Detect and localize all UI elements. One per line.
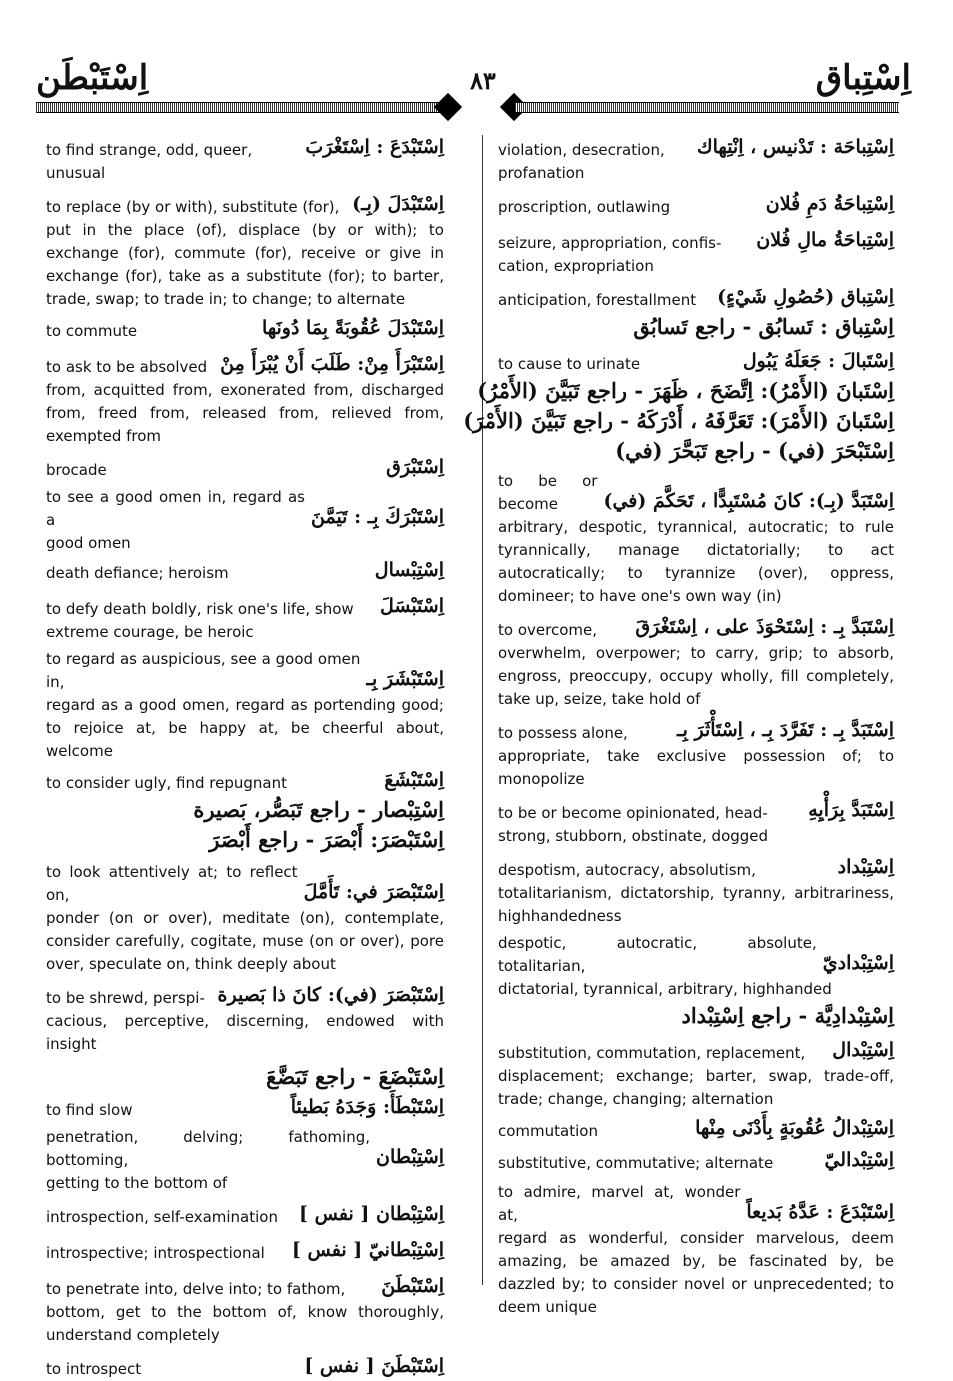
arabic-headword: اِسْتَبْطَأَ: وَجَدَهُ بَطيئاً <box>290 1096 444 1118</box>
dictionary-entry <box>498 1035 894 1111</box>
entry-head <box>46 861 444 907</box>
arabic-headword: اِسْتَبالَ : جَعَلَهُ يَبُول <box>742 350 894 372</box>
english-definition: substitutive, commutative; alternate <box>498 1154 774 1172</box>
definition-continuation: unusual <box>46 164 106 182</box>
entry-head <box>498 1035 894 1065</box>
dictionary-entry <box>498 436 894 466</box>
arabic-headword: اِسْتَبَدَّ بِـ : تَفَرَّدَ بِـ ، اِسْتَأْثَرَ بِـ <box>677 719 894 741</box>
dictionary-entry <box>46 452 444 482</box>
right-column <box>463 132 894 1319</box>
entry-head <box>498 1113 894 1143</box>
dictionary-entry <box>46 980 444 1056</box>
header-rule-left <box>36 102 442 113</box>
english-definition: penetration, delving; fathoming, bottoming, <box>46 1128 370 1169</box>
definition-continuation: dictatorial, tyrannical, arbitrary, highhanded <box>498 980 832 998</box>
english-definition: brocade <box>46 461 107 479</box>
entry-head <box>498 282 894 312</box>
dictionary-entry <box>46 1235 444 1265</box>
english-definition: to be shrewd, perspi- <box>46 989 205 1007</box>
english-definition: to be or become opinionated, head- <box>498 804 768 822</box>
entry-head <box>46 132 444 162</box>
dictionary-entry <box>46 1351 444 1381</box>
entry-head <box>498 189 894 219</box>
entry-head <box>498 715 894 745</box>
definition-continuation: appropriate, take exclusive possession of; to monopolize <box>498 747 894 788</box>
dictionary-entry <box>498 932 894 1001</box>
english-definition: to find slow <box>46 1101 133 1119</box>
arabic-headword: اِسْتَبْشَرَ بِـ <box>366 668 444 690</box>
entry-head <box>46 189 444 219</box>
english-definition: substitution, commutation, replacement, <box>498 1044 806 1062</box>
entry-head <box>46 486 444 532</box>
definition-continuation: regard as a good omen, regard as portending good; to rejoice at, be happy at, be cheerful about, welcome <box>46 696 444 760</box>
entry-head <box>498 1181 894 1227</box>
definition-continuation: regard as wonderful, consider marvelous, deem amazing, be amazed by, be fascinated by, be dazzled by; to consider novel or unprecedented; to deem unique <box>498 1229 894 1316</box>
definition-continuation: good omen <box>46 534 131 552</box>
entry-head <box>498 1145 894 1175</box>
dictionary-entry <box>498 612 894 711</box>
english-definition: to possess alone, <box>498 724 628 742</box>
english-definition: seizure, appropriation, confis- <box>498 234 722 252</box>
dictionary-entry <box>46 132 444 185</box>
definition-continuation: bottom, get to the bottom of, know thoroughly, understand completely <box>46 1303 444 1344</box>
entry-head <box>477 376 894 406</box>
entry-head <box>46 1235 444 1265</box>
entry-head <box>498 932 894 978</box>
entry-head <box>46 825 444 855</box>
dictionary-entry <box>46 1062 444 1092</box>
english-definition: to cause to urinate <box>498 355 641 373</box>
dictionary-entry <box>498 470 894 608</box>
entry-head <box>498 225 894 255</box>
dictionary-entry <box>46 765 444 795</box>
dictionary-entry <box>46 825 444 855</box>
dictionary-entry <box>46 189 444 311</box>
dictionary-entry <box>498 1181 894 1319</box>
arabic-headword: اِسْتَبَدَّ بِـ : اِسْتَحْوَذَ على ، اِسْتَغْرَقَ <box>635 616 894 638</box>
english-definition: violation, desecration, <box>498 141 665 159</box>
entry-head <box>46 795 444 825</box>
dictionary-entry <box>498 1145 894 1175</box>
entry-head <box>46 349 444 379</box>
english-definition: to defy death boldly, risk one's life, show <box>46 600 354 618</box>
entry-head <box>46 1271 444 1301</box>
definition-continuation: extreme courage, be heroic <box>46 623 254 641</box>
dictionary-entry <box>46 1199 444 1229</box>
english-definition: introspective; introspectional <box>46 1244 265 1262</box>
arabic-headword: اِسْتَبْشَعَ <box>384 769 444 791</box>
entry-head <box>498 1001 894 1031</box>
entry-head <box>498 852 894 882</box>
entry-head <box>46 591 444 621</box>
english-definition: to find strange, odd, queer, <box>46 141 253 159</box>
arabic-headword: اِسْتَبْدَلَ (بِـ) <box>352 193 444 215</box>
definition-continuation: profanation <box>498 164 585 182</box>
entry-head <box>46 1092 444 1122</box>
dictionary-entry <box>498 852 894 928</box>
dictionary-entry <box>498 132 894 185</box>
dictionary-entry <box>498 795 894 848</box>
page-number: ٨٣ <box>470 66 496 95</box>
english-definition: to look attentively at; to reflect on, <box>46 863 298 904</box>
entry-head <box>46 1126 444 1172</box>
dictionary-entry <box>498 346 894 376</box>
english-definition: to ask to be absolved <box>46 358 208 376</box>
english-definition: despotic, autocratic, absolute, totalitarian, <box>498 934 817 975</box>
definition-continuation: strong, stubborn, obstinate, dogged <box>498 827 769 845</box>
entry-head <box>46 1199 444 1229</box>
arabic-headword: اِسْتِباحَةُ مالِ فُلان <box>756 229 894 251</box>
dictionary-entry <box>498 1113 894 1143</box>
dictionary-entry <box>46 1126 444 1195</box>
english-definition: commutation <box>498 1122 598 1140</box>
definition-continuation: arbitrary, despotic, tyrannical, autocratic; to rule tyrannically, manage dictatorially; to act autocratically; to tyrannize (over), oppress, domineer; to have one's own way (in) <box>498 518 894 605</box>
dictionary-entry <box>46 795 444 825</box>
header-diamond-left <box>434 93 462 121</box>
arabic-headword: اِسْتِبْطان <box>376 1146 444 1168</box>
column-divider <box>482 135 483 1285</box>
arabic-headword: اِسْتِباحَة : تَدْنيس ، اِنْتِهاك <box>696 136 894 158</box>
dictionary-entry <box>498 189 894 219</box>
dictionary-entry <box>46 349 444 448</box>
entry-head <box>498 795 894 825</box>
english-definition: to see a good omen in, regard as a <box>46 488 305 529</box>
arabic-headword: اِسْتَبْرَكَ بِـ : تَيَمَّنَ <box>311 506 444 528</box>
dictionary-entry <box>46 591 444 644</box>
arabic-headword: اِسْتِبْدالُ عُقُوبَةٍ بِأَدْنَى مِنْها <box>695 1117 894 1139</box>
english-definition: proscription, outlawing <box>498 198 671 216</box>
definition-continuation: overwhelm, overpower; to carry, grip; to absorb, engross, preoccupy, occupy wholly, fill completely, take up, seize, take hold of <box>498 644 894 708</box>
header-rule-right <box>515 102 899 113</box>
arabic-headword: اِسْتَبْدَلَ عُقُوبَةً بِمَا دُونَها <box>261 317 444 339</box>
arabic-headword: اِسْتِبْداد <box>837 856 894 878</box>
dictionary-entry <box>46 861 444 976</box>
english-definition: death defiance; heroism <box>46 564 229 582</box>
dictionary-entry <box>46 313 444 343</box>
entry-head <box>46 980 444 1010</box>
english-definition: to penetrate into, delve into; to fathom, <box>46 1280 346 1298</box>
entry-head <box>46 765 444 795</box>
arabic-headword: اِسْتِبْطانيّ [ نفس ] <box>291 1239 444 1261</box>
dictionary-entry <box>46 648 444 763</box>
definition-continuation: from, acquitted from, exonerated from, discharged from, freed from, released from, relieved from, exempted from <box>46 381 444 445</box>
left-column <box>46 132 444 1381</box>
entry-head <box>46 648 444 694</box>
arabic-headword: اِسْتَبْسَلَ <box>379 595 444 617</box>
arabic-headword: اِسْتَبانَ (الأَمْرَ): تَعَرَّفَهُ ، أَدْرَكَهُ - راجع تَبَيَّنَ (الأَمْرَ) <box>463 408 894 433</box>
arabic-headword: اِسْتَبْضَعَ - راجع تَبَضَّعَ <box>266 1064 444 1089</box>
english-definition: despotism, autocracy, absolutism, <box>498 861 756 879</box>
english-definition: to replace (by or with), substitute (for), <box>46 198 340 216</box>
left-guide-word: اِسْتَبْطَن <box>36 58 149 98</box>
english-definition: anticipation, forestallment <box>498 291 697 309</box>
arabic-headword: اِسْتِباق (حُصُولِ شَيْءٍ) <box>717 286 894 308</box>
dictionary-entry <box>498 1001 894 1031</box>
entry-head <box>498 132 894 162</box>
english-definition: to admire, marvel at, wonder at, <box>498 1183 741 1224</box>
arabic-headword: اِسْتِباق : تَسابُق - راجع تَسابُق <box>633 314 894 339</box>
arabic-headword: اِسْتَبْحَرَ (في) - راجع تَبَحَّرَ (في) <box>615 438 894 463</box>
english-definition: to overcome, <box>498 621 597 639</box>
entry-head <box>498 312 894 342</box>
arabic-headword: اِسْتِبْصار - راجع تَبَصُّر، بَصيرة <box>193 797 444 822</box>
arabic-headword: اِسْتِباحَةُ دَمِ فُلان <box>765 193 894 215</box>
dictionary-entry <box>463 406 894 436</box>
definition-continuation: getting to the bottom of <box>46 1174 228 1192</box>
arabic-headword: اِسْتَبْدَعَ : عَدَّهُ بَديعاً <box>746 1201 894 1223</box>
dictionary-entry <box>46 555 444 585</box>
arabic-headword: اِسْتَبْطَنَ <box>381 1275 444 1297</box>
arabic-headword: اِسْتَبْرَق <box>386 456 444 478</box>
entry-head <box>46 313 444 343</box>
definition-continuation: ponder (on or over), meditate (on), contemplate, consider carefully, cogitate, muse (on or over), pore over, speculate on, think deeply about <box>46 909 444 973</box>
dictionary-entry <box>477 376 894 406</box>
entry-head <box>46 1062 444 1092</box>
dictionary-entry <box>498 225 894 278</box>
dictionary-entry <box>498 312 894 342</box>
entry-head <box>498 436 894 466</box>
dictionary-entry <box>498 715 894 791</box>
english-definition: introspection, self-examination <box>46 1208 278 1226</box>
arabic-headword: اِسْتَبْدَعَ : اِسْتَغْرَبَ <box>305 136 444 158</box>
definition-continuation: put in the place (of), displace (by or with); to exchange (for), commute (for), receive or give in exchange (for), take as a substitute (for); to barter, trade, swap; to trade in; to change; to alternate <box>46 221 444 308</box>
definition-continuation: displacement; exchange; barter, swap, trade-off, trade; change, changing; alternation <box>498 1067 894 1108</box>
definition-continuation: totalitarianism, dictatorship, tyranny, arbitrariness, highhandedness <box>498 884 894 925</box>
arabic-headword: اِسْتَبْصَرَ في: تَأَمَّلَ <box>303 881 444 903</box>
dictionary-entry <box>46 1271 444 1347</box>
arabic-headword: اِسْتِبْسال <box>374 559 444 581</box>
entry-head <box>46 555 444 585</box>
english-definition: to regard as auspicious, see a good omen in, <box>46 650 361 691</box>
entry-head <box>498 470 894 516</box>
arabic-headword: اِسْتِبْطان [ نفس ] <box>299 1203 444 1225</box>
english-definition: to be or become <box>498 472 598 513</box>
arabic-headword: اِسْتِبْدادِيَّة - راجع اِسْتِبْداد <box>681 1003 894 1028</box>
english-definition: to introspect <box>46 1360 142 1378</box>
definition-continuation: cacious, perceptive, discerning, endowed with insight <box>46 1012 444 1053</box>
dictionary-entry <box>498 282 894 312</box>
entry-head <box>46 452 444 482</box>
arabic-headword: اِسْتَبانَ (الأَمْرُ): اِتَّضَحَ ، ظَهَرَ - راجع تَبَيَّنَ (الأَمْرُ) <box>477 378 894 403</box>
arabic-headword: اِسْتِبْدال <box>832 1039 894 1061</box>
right-guide-word: اِسْتِباق <box>815 58 911 98</box>
arabic-headword: اِسْتِبْداليّ <box>824 1149 894 1171</box>
entry-head <box>463 406 894 436</box>
arabic-headword: اِسْتَبْرَأَ مِنْ: طَلَبَ أَنْ يُبْرَأَ مِنْ <box>220 353 444 375</box>
dictionary-entry <box>46 1092 444 1122</box>
arabic-headword: اِسْتَبَدَّ بِرَأْيِهِ <box>808 799 894 821</box>
entry-head <box>498 346 894 376</box>
arabic-headword: اِسْتَبَدَّ (بِـ): كانَ مُسْتَبِدًّا ، تَحَكَّمَ (في) <box>603 490 894 512</box>
entry-head <box>46 1351 444 1381</box>
english-definition: to commute <box>46 322 138 340</box>
arabic-headword: اِسْتَبْصَرَ (في): كانَ ذا بَصيرة <box>217 984 444 1006</box>
entry-head <box>498 612 894 642</box>
definition-continuation: cation, expropriation <box>498 257 654 275</box>
arabic-headword: اِسْتِبْداديّ <box>822 952 894 974</box>
arabic-headword: اِسْتَبْصَرَ: أَبْصَرَ - راجع أَبْصَرَ <box>209 827 444 852</box>
dictionary-entry <box>46 486 444 555</box>
english-definition: to consider ugly, find repugnant <box>46 774 287 792</box>
arabic-headword: اِسْتَبْطَنَ [ نفس ] <box>304 1355 444 1377</box>
